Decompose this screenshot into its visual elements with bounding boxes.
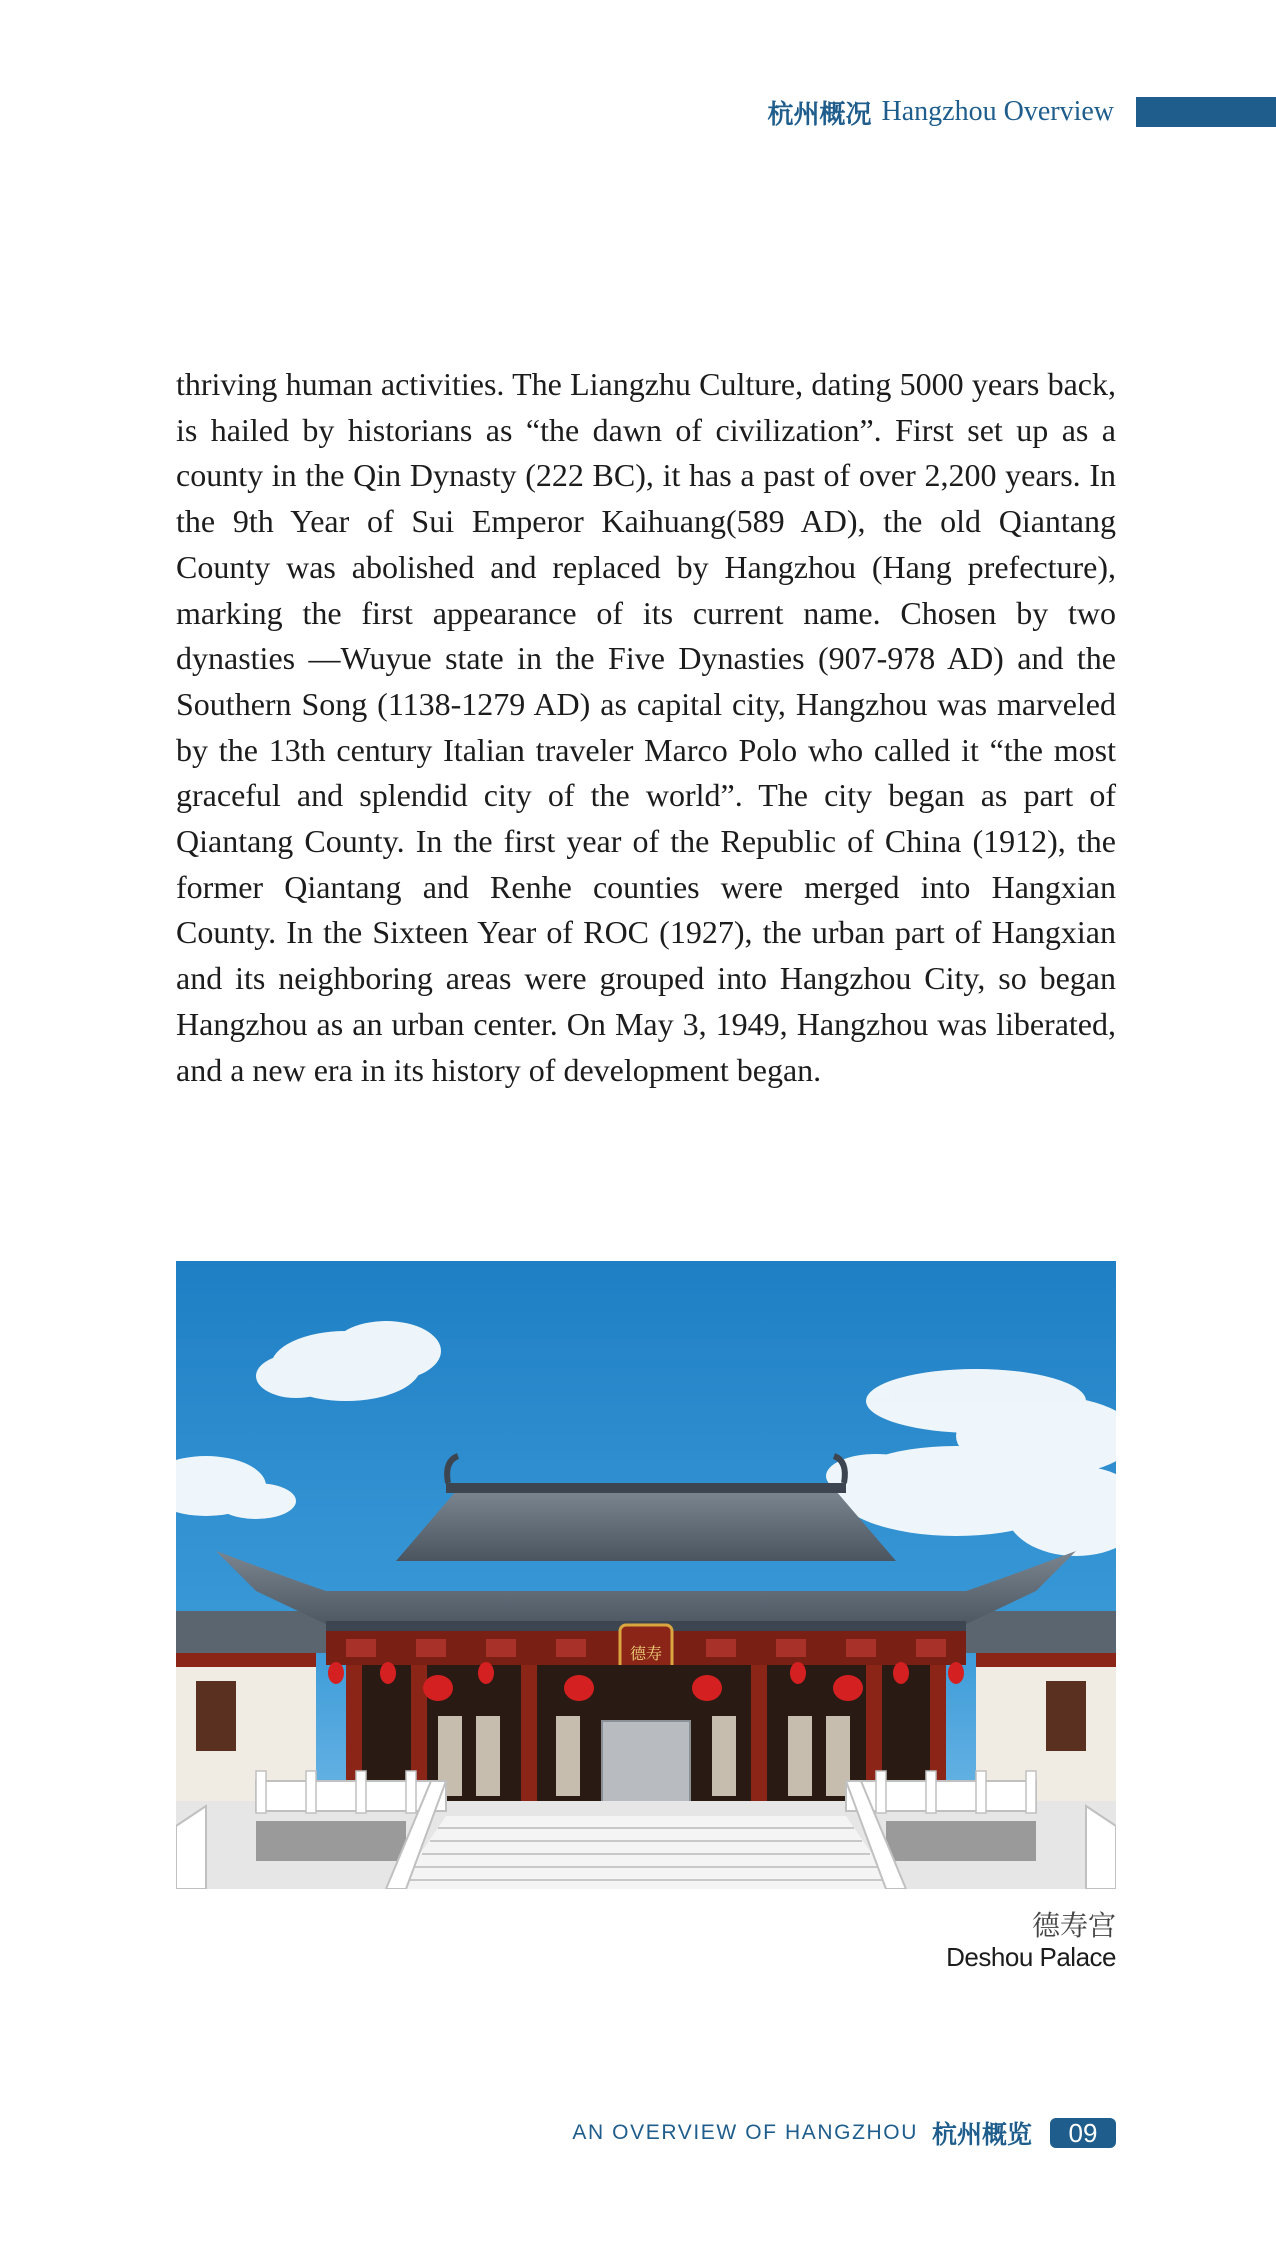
deshou-palace-photo bbox=[176, 1261, 1116, 1889]
page-header bbox=[768, 92, 1276, 132]
photo-caption-en: Deshou Palace bbox=[946, 1942, 1116, 1972]
footer-label-en: AN OVERVIEW OF HANGZHOU bbox=[572, 2121, 918, 2144]
footer-label-cn: 杭州概览 bbox=[931, 2120, 1032, 2149]
plaque-text: 德寿 bbox=[629, 1644, 663, 1663]
header-title-en: Hangzhou Overview bbox=[881, 96, 1114, 127]
header-title-cn: 杭州概况 bbox=[767, 99, 872, 130]
page-footer bbox=[572, 2116, 1116, 2150]
header-accent-bar bbox=[1136, 97, 1276, 127]
page-number: 09 bbox=[1050, 2118, 1116, 2148]
photo-caption-cn: 德寿宫 bbox=[1031, 1909, 1116, 1942]
body-paragraph: thriving human activities. The Liangzhu Culture, dating 5000 years back, is hailed by historians as “the dawn of civilization”. First set up as a county in the Qin Dynasty (222 BC), it has a past of over 2,200 years. In the 9th Year of Sui Emperor Kaihuang(589 AD), the old Qiantang County was abolished and replaced by Hangzhou (Hang prefecture), marking the first appearance of its current name. Chosen by two dynasties —Wuyue state in the Five Dynasties (907-978 AD) and the Southern Song (1138-1279 AD) as capital city, Hangzhou was marveled by the 13th century Italian traveler Marco Polo who called it “the most graceful and splendid city of the world”. The city began as part of Qiantang County. In the first year of the Republic of China (1912), the former Qiantang and Renhe counties were merged into Hangxian County. In the Sixteen Year of ROC (1927), the urban part of Hangxian and its neighboring areas were grouped into Hangzhou City, so began Hangzhou as an urban center. On May 3, 1949, Hangzhou was liberated, and a new era in its history of development began. bbox=[176, 366, 1116, 1088]
